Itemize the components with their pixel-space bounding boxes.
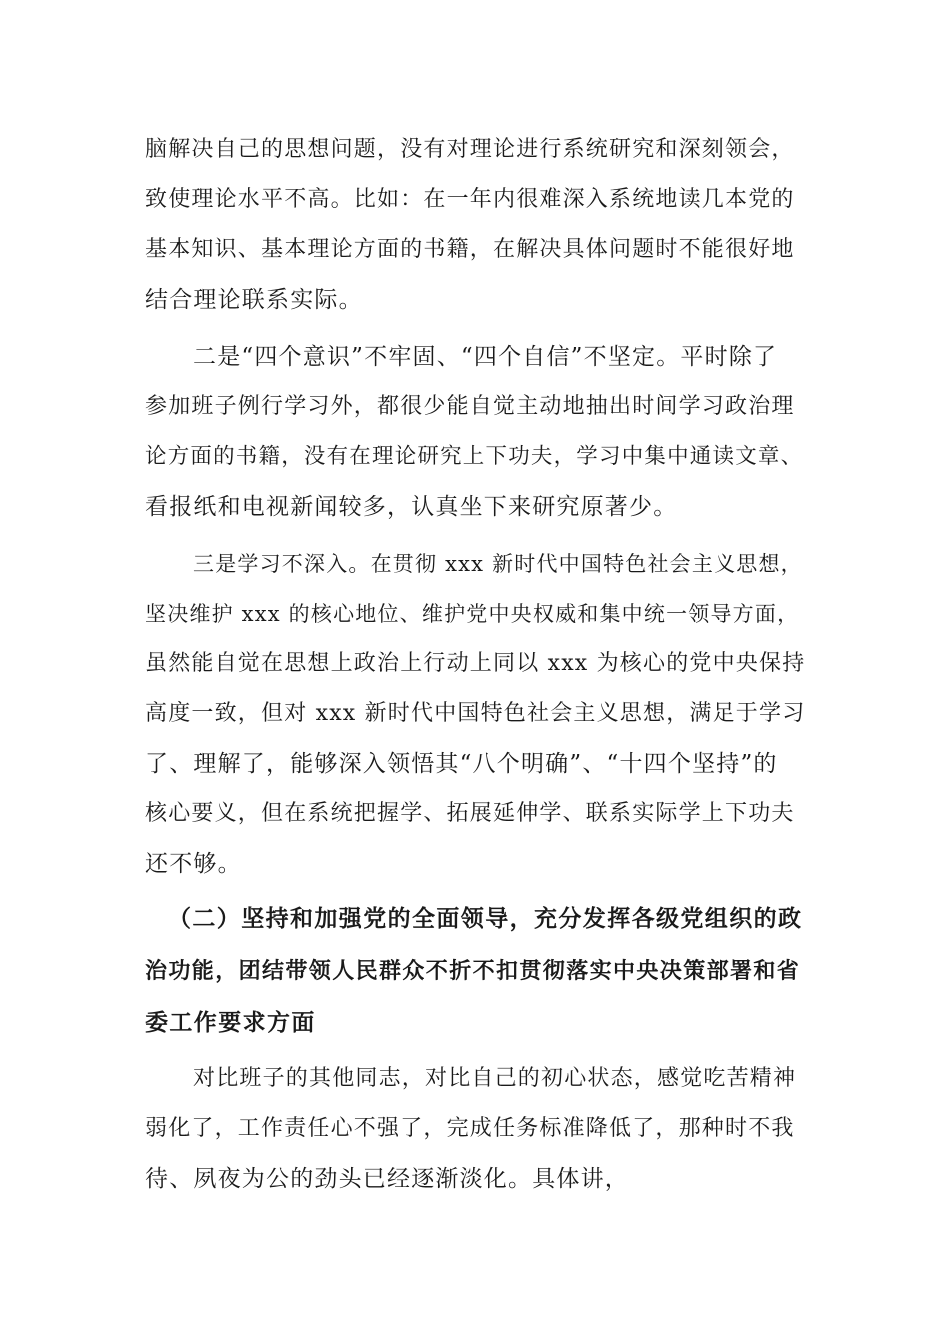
- text-line: 论方面的书籍，没有在理论研究上下功夫，学习中集中通读文章、: [145, 444, 804, 469]
- text-line: 结合理论联系实际。: [145, 287, 363, 313]
- section-heading-line: 治功能，团结带领人民群众不折不扣贯彻落实中央决策部署和省: [145, 958, 801, 984]
- text-line: 对比班子的其他同志，对比自己的初心状态，感觉吃苦精神: [193, 1066, 797, 1091]
- text-line: 三是学习不深入。在贯彻 xxx 新时代中国特色社会主义思想，: [193, 552, 803, 576]
- text-line: 脑解决自己的思想问题，没有对理论进行系统研究和深刻领会，: [145, 137, 795, 162]
- text-line: 虽然能自觉在思想上政治上行动上同以 xxx 为核心的党中央保持: [145, 651, 806, 676]
- text-line: 核心要义，但在系统把握学、拓展延伸学、联系实际学上下功夫: [145, 801, 795, 826]
- section-heading-line: 委工作要求方面: [145, 1009, 316, 1036]
- text-line: 了、理解了，能够深入领悟其“八个明确”、“十四个坚持”的: [145, 751, 778, 777]
- text-line: 还不够。: [145, 851, 242, 877]
- text-line: 基本知识、基本理论方面的书籍，在解决具体问题时不能很好地: [145, 237, 795, 262]
- text-line: 坚决维护 xxx 的核心地位、维护党中央权威和集中统一领导方面，: [145, 602, 800, 626]
- text-line: 弱化了，工作责任心不强了，完成任务标准降低了，那种时不我: [145, 1116, 795, 1141]
- text-line: 参加班子例行学习外，都很少能自觉主动地抽出时间学习政治理: [145, 394, 795, 419]
- text-line: 待、夙夜为公的劲头已经逐渐淡化。具体讲，: [145, 1166, 629, 1192]
- text-line: 致使理论水平不高。比如：在一年内很难深入系统地读几本党的: [145, 187, 795, 212]
- text-line: 看报纸和电视新闻较多，认真坐下来研究原著少。: [145, 494, 678, 520]
- text-line: 高度一致，但对 xxx 新时代中国特色社会主义思想，满足于学习: [145, 701, 806, 726]
- text-line: 二是“四个意识”不牢固、“四个自信”不坚定。平时除了: [193, 344, 778, 370]
- section-heading-line: （二）坚持和加强党的全面领导，充分发挥各级党组织的政: [168, 905, 803, 932]
